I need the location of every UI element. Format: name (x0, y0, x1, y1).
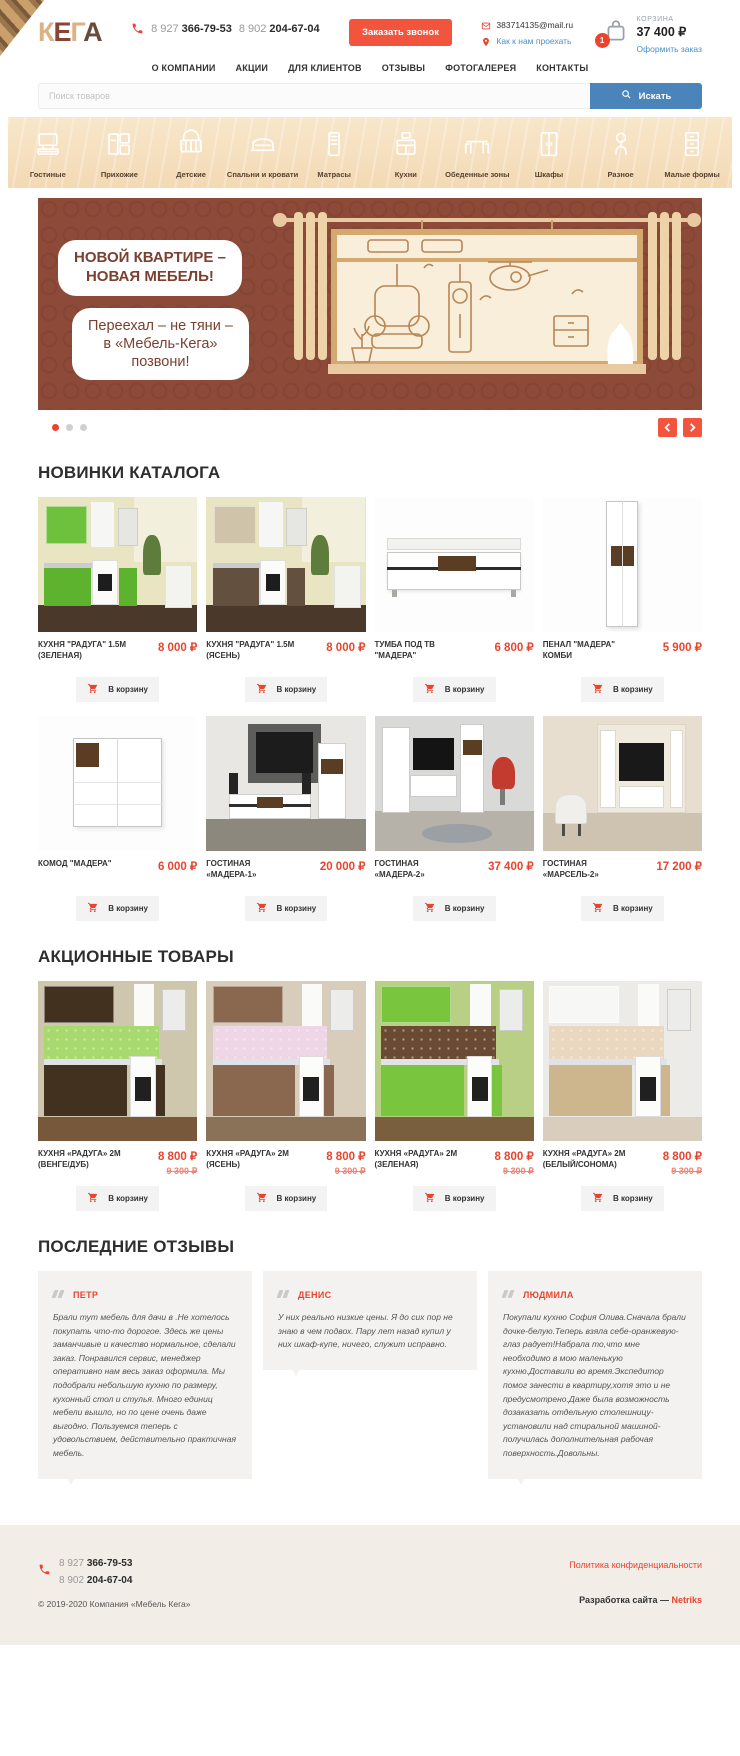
checkout-link[interactable]: Оформить заказ (636, 44, 702, 54)
product-card (206, 497, 365, 702)
category-item[interactable] (298, 129, 370, 179)
category-label: Детские (176, 170, 206, 179)
product-old-price: 9 300 ₽ (503, 1166, 534, 1176)
category-label: Кухни (394, 170, 417, 179)
product-card (543, 981, 702, 1211)
product-image[interactable] (206, 981, 365, 1141)
review-author: ПЕТР (73, 1290, 99, 1300)
product-price: 8 800 ₽ (326, 1151, 366, 1163)
product-title[interactable]: ТУМБА ПОД ТВ "МАДЕРА" (374, 640, 435, 660)
category-item[interactable] (656, 129, 728, 179)
carousel-dot[interactable] (80, 424, 87, 431)
product-card (206, 981, 365, 1211)
copyright: © 2019-2020 Компания «Мебель Кега» (38, 1598, 191, 1609)
review-text: Брали тут мебель для дачи в .Не хотелось покупать что-то дорогое. Здесь же цены заманчивые и качество нормальное, сделали заказ. Понравился сервис, менеджер оперативно нам весь заказ оформила. Мы подобрали небольшую кухню по размеру, кухонный стол и стулья. Много единиц мебели вышло, но по цене очень даже выгодно. Пользуемся теперь с удовольствием, действительно практичная мебель. (53, 1312, 237, 1458)
footer-phone-1: 8 927 366-79-53 (59, 1557, 133, 1569)
product-price: 8 000 ₽ (326, 642, 366, 654)
category-label: Прихожие (100, 170, 138, 179)
product-card (375, 497, 534, 702)
nav-item[interactable]: О КОМПАНИИ (151, 63, 216, 73)
nav-item[interactable]: КОНТАКТЫ (536, 63, 589, 73)
cart-icon (424, 683, 436, 696)
phone-number-1: 8 927 366-79-53 (151, 22, 232, 35)
bed-icon (227, 129, 299, 165)
product-title[interactable]: КУХНЯ "РАДУГА" 1.5М (ЗЕЛЕНАЯ) (38, 640, 127, 660)
product-price: 20 000 ₽ (319, 861, 366, 873)
cart-icon (87, 902, 99, 915)
product-title[interactable]: КОМОД "МАДЕРА" (38, 859, 112, 868)
product-image[interactable] (543, 497, 702, 632)
cart-total: 37 400 ₽ (636, 25, 687, 39)
chevron-left-icon (663, 420, 672, 435)
add-to-cart-button[interactable]: В корзину (76, 896, 159, 921)
category-item[interactable] (585, 129, 657, 179)
review-card (488, 1271, 702, 1479)
add-to-cart-button[interactable]: В корзину (581, 677, 664, 702)
product-card (543, 716, 702, 921)
privacy-policy-link[interactable]: Политика конфиденциальности (569, 1559, 702, 1570)
product-old-price: 9 300 ₽ (166, 1166, 198, 1176)
category-item[interactable] (513, 129, 585, 179)
directions-link[interactable]: Как к нам проехать (496, 36, 572, 47)
product-card (38, 497, 197, 702)
product-image[interactable] (543, 981, 702, 1141)
mattress-icon (298, 129, 370, 165)
chevron-right-icon (688, 420, 697, 435)
cart-icon (592, 902, 604, 915)
product-card (375, 981, 534, 1211)
promo-products-section (38, 947, 702, 1211)
main-nav (0, 63, 740, 73)
review-author: ДЕНИС (298, 1290, 332, 1300)
hero-slogan-1: НОВОЙ КВАРТИРЕ – НОВАЯ МЕБЕЛЬ! (58, 240, 242, 296)
product-old-price: 9 300 ₽ (334, 1166, 366, 1176)
product-card (206, 716, 365, 921)
quote-icon (503, 1285, 515, 1303)
cart-icon (256, 683, 268, 696)
pin-icon (481, 36, 491, 46)
add-to-cart-button[interactable]: В корзину (245, 896, 328, 921)
reviews-section (38, 1237, 702, 1479)
prev-slide-button[interactable] (658, 418, 677, 437)
section-title: АКЦИОННЫЕ ТОВАРЫ (38, 947, 234, 966)
product-image[interactable] (38, 716, 197, 851)
cart-icon (87, 683, 99, 696)
category-item[interactable] (155, 129, 227, 179)
phone-number-2: 8 902 204-67-04 (238, 22, 320, 35)
footer-phone-2: 8 902 204-67-04 (59, 1574, 133, 1586)
cart-icon (592, 683, 604, 696)
category-label: Гостиные (29, 170, 66, 179)
carousel-controls (38, 418, 702, 437)
kids-room-icon (155, 129, 227, 165)
cart-icon (256, 902, 268, 915)
cart-icon (424, 1192, 436, 1205)
product-image[interactable] (375, 497, 534, 632)
product-old-price: 9 300 ₽ (671, 1166, 702, 1176)
nav-item[interactable]: ФОТОГАЛЕРЕЯ (445, 63, 517, 73)
add-to-cart-button[interactable]: В корзину (245, 1186, 328, 1211)
product-price: 6 000 ₽ (157, 861, 198, 873)
new-products-section (38, 463, 702, 921)
quote-icon (278, 1285, 290, 1303)
category-label: Спальни и кровати (226, 170, 299, 179)
product-image[interactable] (375, 716, 534, 851)
category-item[interactable] (442, 129, 514, 179)
review-text: У них реально низкие цены. Я до сих пор не знаю в чем подвох. Пару лет назад купил у них шкаф-купе, ничего, служит исправно. (278, 1312, 453, 1350)
cart-icon (592, 1192, 604, 1205)
add-to-cart-button[interactable]: В корзину (413, 677, 496, 702)
living-room-icon (12, 129, 84, 165)
header (0, 0, 740, 59)
cart-icon (424, 902, 436, 915)
mail-icon (481, 20, 491, 30)
cart-count-badge: 1 (595, 33, 610, 48)
product-card (38, 981, 197, 1211)
section-title: НОВИНКИ КАТАЛОГА (38, 463, 221, 482)
logo[interactable]: КЕГА (38, 17, 102, 47)
add-to-cart-button[interactable]: В корзину (413, 1186, 496, 1211)
cart-icon (87, 1192, 99, 1205)
nav-item[interactable]: ОТЗЫВЫ (381, 63, 426, 73)
product-price: 8 000 ₽ (157, 642, 198, 654)
category-label: Обеденные зоны (445, 170, 510, 179)
product-price: 17 200 ₽ (656, 861, 702, 873)
carousel-dots (52, 424, 87, 431)
wardrobe-icon (513, 129, 585, 165)
add-to-cart-button[interactable]: В корзину (76, 677, 159, 702)
product-title[interactable]: ГОСТИНАЯ «МАРСЕЛЬ-2» (542, 859, 599, 879)
product-price: 37 400 ₽ (488, 861, 534, 873)
cart-icon (256, 1192, 268, 1205)
review-card (38, 1271, 252, 1479)
product-card (38, 716, 197, 921)
order-call-button[interactable]: Заказать звонок (349, 19, 452, 46)
product-price: 8 800 ₽ (157, 1151, 198, 1163)
category-label: Шкафы (534, 170, 564, 179)
product-image[interactable] (206, 497, 365, 632)
nav-item[interactable]: ДЛЯ КЛИЕНТОВ (288, 63, 362, 73)
product-title[interactable]: КУХНЯ "РАДУГА" 1.5М (ЯСЕНЬ) (206, 640, 295, 660)
add-to-cart-button[interactable]: В корзину (581, 1186, 664, 1211)
search-input[interactable] (38, 83, 590, 109)
hero-illustration (272, 198, 702, 410)
search-icon (621, 89, 632, 103)
product-title[interactable]: КУХНЯ «РАДУГА» 2М (БЕЛЫЙ/СОНОМА) (542, 1149, 626, 1169)
product-image[interactable] (38, 497, 197, 632)
header-contacts (481, 17, 573, 49)
phone-icon (38, 1563, 51, 1576)
product-title[interactable]: КУХНЯ «РАДУГА» 2М (ЯСЕНЬ) (206, 1149, 289, 1169)
dining-icon (442, 129, 514, 165)
category-item[interactable] (12, 129, 84, 179)
chair-icon (585, 129, 657, 165)
product-title[interactable]: ГОСТИНАЯ «МАДЕРА-2» (374, 859, 425, 879)
hallway-icon (84, 129, 156, 165)
product-title[interactable]: КУХНЯ «РАДУГА» 2М (ВЕНГЕ/ДУБ) (38, 1149, 121, 1169)
category-item[interactable] (227, 129, 299, 179)
search-bar (38, 83, 702, 109)
review-card (263, 1271, 477, 1370)
phone-icon (131, 22, 144, 35)
add-to-cart-button[interactable]: В корзину (76, 1186, 159, 1211)
drawers-icon (656, 129, 728, 165)
add-to-cart-button[interactable]: В корзину (413, 896, 496, 921)
developer-link[interactable]: Netriks (671, 1594, 702, 1605)
category-label: Матрасы (317, 170, 351, 179)
cart-widget[interactable] (599, 16, 702, 57)
product-price: 8 800 ₽ (494, 1151, 534, 1163)
review-author: ЛЮДМИЛА (523, 1290, 574, 1300)
quote-icon (53, 1285, 65, 1303)
add-to-cart-button[interactable]: В корзину (581, 896, 664, 921)
cart-label: КОРЗИНА (636, 16, 674, 23)
product-image[interactable] (206, 716, 365, 851)
category-label: Малые формы (664, 170, 720, 179)
product-card (375, 716, 534, 921)
carousel-dot[interactable] (52, 424, 59, 431)
hero-slogan-2: Переехал – не тяни – в «Мебель-Кега» позвони! (72, 308, 249, 380)
header-phones (131, 22, 320, 35)
footer (0, 1525, 740, 1645)
product-image[interactable] (38, 981, 197, 1141)
product-title[interactable]: ГОСТИНАЯ «МАДЕРА-1» (206, 859, 257, 879)
product-price: 8 800 ₽ (662, 1151, 702, 1163)
category-item[interactable] (370, 129, 442, 179)
nav-item[interactable]: АКЦИИ (235, 63, 269, 73)
section-title: ПОСЛЕДНИЕ ОТЗЫВЫ (38, 1237, 235, 1256)
review-text: Покупали кухню София Олива.Сначала брали дочке-белую.Теперь взяла себе-оранжевую-глаз радует!Набрала то,что мне необходимо в мою маленькую кухню.Доставили во время.Экспедитор помог занести в квартиру,хотя это и не предусмотрено.Даже была возможность дозаказать отдельную столешницу-установили над стиральной машиной-получилась дополнительная рабочая поверхность.Довольны. (503, 1312, 686, 1458)
next-slide-button[interactable] (683, 418, 702, 437)
add-to-cart-button[interactable]: В корзину (245, 677, 328, 702)
product-price: 6 800 ₽ (494, 642, 534, 654)
hero-banner[interactable] (38, 198, 702, 410)
product-image[interactable] (543, 716, 702, 851)
email-link[interactable]: 383714135@mail.ru (496, 20, 574, 30)
category-label: Разное (607, 170, 634, 179)
category-bar (8, 117, 732, 188)
product-title[interactable]: КУХНЯ «РАДУГА» 2М (ЗЕЛЕНАЯ) (374, 1149, 458, 1169)
search-button[interactable]: Искать (590, 83, 702, 109)
category-item[interactable] (84, 129, 156, 179)
kitchen-icon (370, 129, 442, 165)
product-card (543, 497, 702, 702)
product-price: 5 900 ₽ (662, 642, 702, 654)
product-title[interactable]: ПЕНАЛ "МАДЕРА" КОМБИ (542, 640, 616, 660)
developer-label: Разработка сайта — (579, 1594, 669, 1605)
product-image[interactable] (375, 981, 534, 1141)
carousel-dot[interactable] (66, 424, 73, 431)
